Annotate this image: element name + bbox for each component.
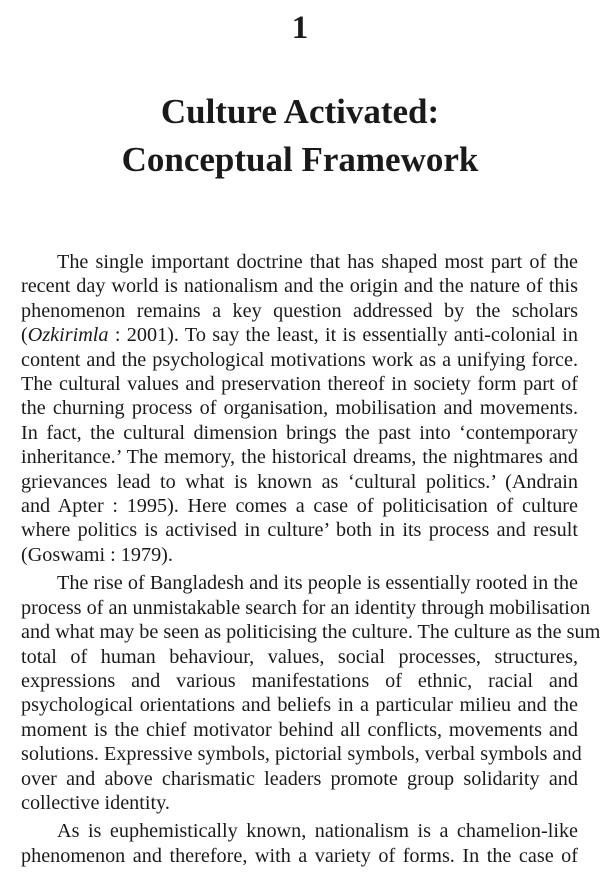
text-line: the churning process of organisation, mobilisation and movements. bbox=[21, 397, 578, 420]
chapter-title-line-1: Culture Activated: bbox=[160, 92, 440, 131]
text-line: The rise of Bangladesh and its people is essentially rooted in the bbox=[57, 572, 578, 595]
text-line: moment is the chief motivator behind all conflicts, movements and bbox=[21, 718, 578, 741]
text-line: phenomenon and therefore, with a variety of forms. In the case of bbox=[21, 844, 578, 867]
text-line: and what may be seen as politicising the culture. The culture as the sum bbox=[21, 621, 600, 644]
text-line: where politics is activised in culture’ both in its process and result bbox=[21, 519, 578, 542]
text-line: process of an unmistakable search for an identity through mobilisation bbox=[21, 596, 591, 619]
text-line: As is euphemistically known, nationalism is a chamelion-like bbox=[57, 820, 578, 843]
chapter-title-line-2: Conceptual Framework bbox=[121, 140, 479, 179]
text-line: psychological orientations and beliefs in a particular milieu and the bbox=[21, 694, 578, 717]
chapter-number: 1 bbox=[291, 10, 309, 46]
text-line: (Goswami : 1979). bbox=[21, 543, 173, 566]
text-line: The single important doctrine that has shaped most part of the bbox=[57, 251, 578, 273]
text-line: phenomenon remains a key question addressed by the scholars bbox=[21, 299, 578, 322]
paragraph bbox=[21, 819, 578, 868]
text-line: (Ozkirimla : 2001). To say the least, it is essentially anti-colonial in bbox=[21, 324, 578, 347]
text-line: In fact, the cultural dimension brings the past into ‘contemporary bbox=[21, 421, 578, 444]
text-line: over and above charismatic leaders promote group solidarity and bbox=[21, 767, 578, 790]
text-line: solutions. Expressive symbols, pictorial symbols, verbal symbols and bbox=[21, 743, 582, 766]
text-line: grievances lead to what is known as ‘cultural politics.’ (Andrain bbox=[21, 470, 578, 493]
text-line: collective identity. bbox=[21, 791, 170, 814]
text-line: total of human behaviour, values, social processes, structures, bbox=[21, 645, 578, 668]
text-line: The cultural values and preservation thereof in society form part of bbox=[21, 373, 578, 396]
chapter-title bbox=[0, 88, 600, 184]
paragraph bbox=[21, 250, 578, 567]
text-line: inheritance.’ The memory, the historical dreams, the nightmares and bbox=[21, 446, 578, 469]
text-line: and Apter : 1995). Here comes a case of politicisation of culture bbox=[21, 495, 578, 518]
text-line: expressions and various manifestations of ethnic, racial and bbox=[21, 669, 578, 692]
paragraph bbox=[21, 571, 600, 815]
text-line: content and the psychological motivations work as a unifying force. bbox=[21, 348, 578, 371]
body-text bbox=[21, 250, 600, 868]
text-line: recent day world is nationalism and the origin and the nature of this bbox=[21, 275, 578, 298]
